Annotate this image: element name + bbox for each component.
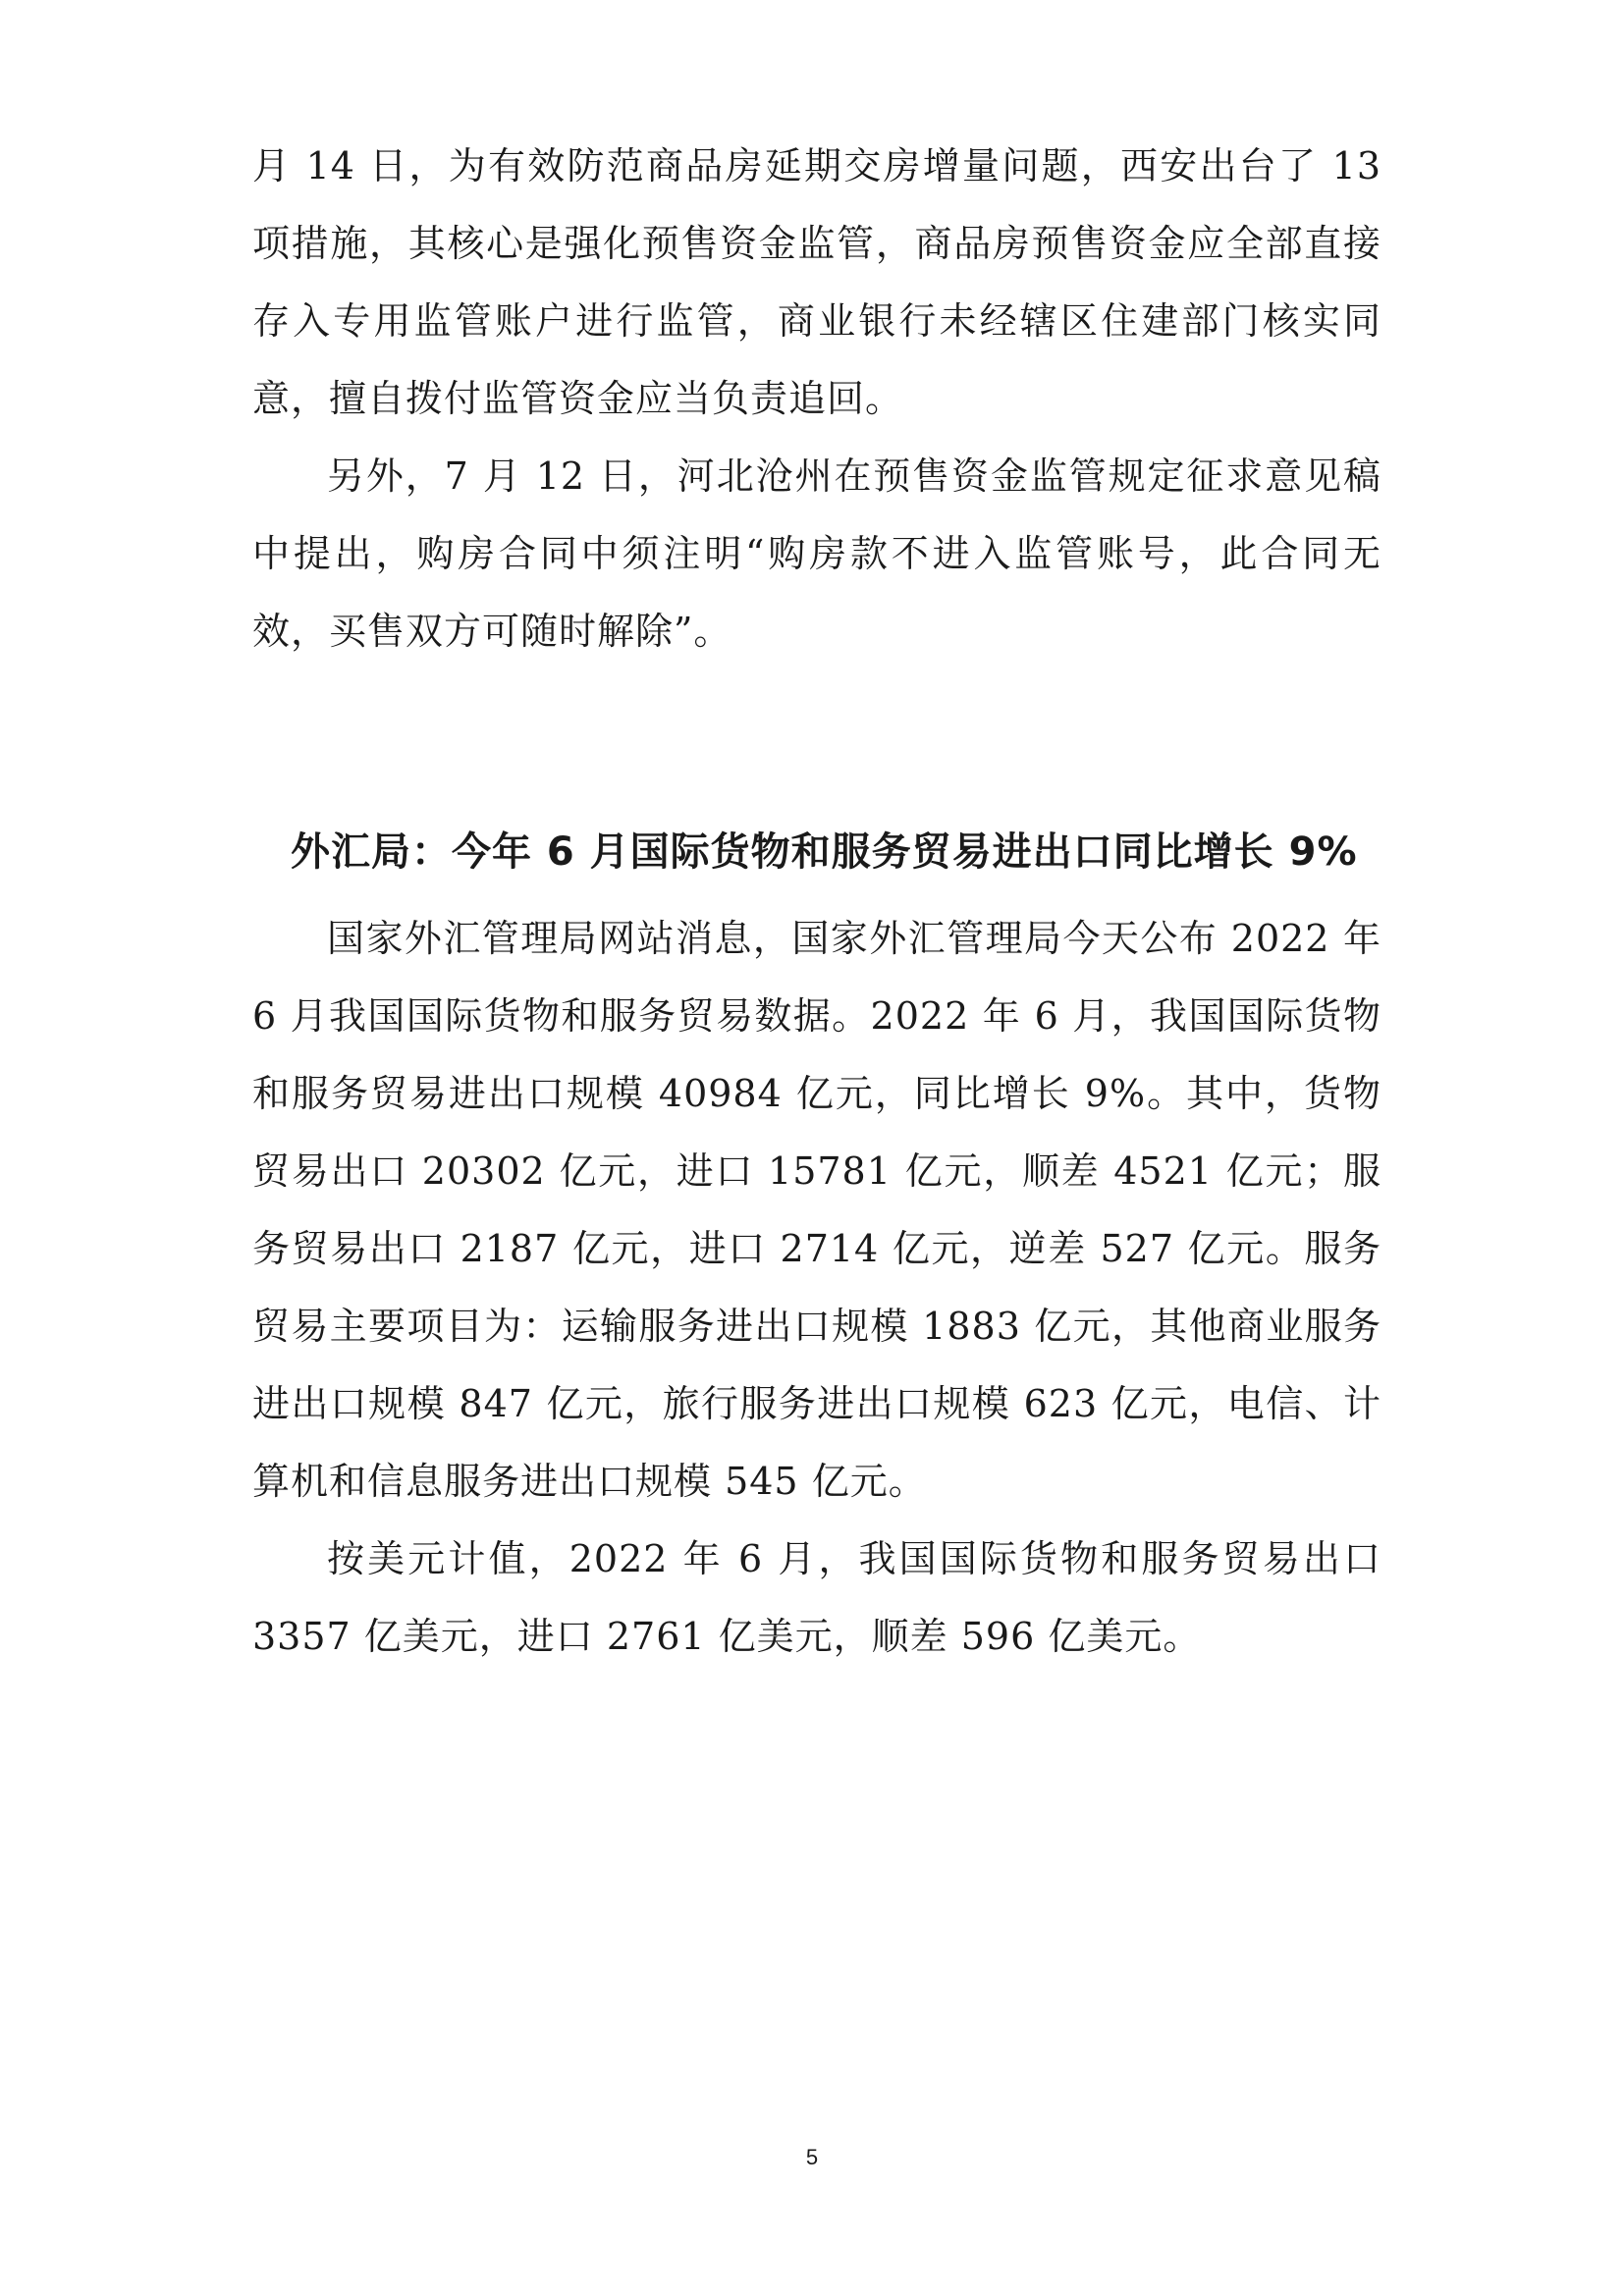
paragraph-cangzhou-rules: 另外，7 月 12 日，河北沧州在预售资金监管规定征求意见稿中提出，购房合同中须注明“购房款不进入监管账号，此合同无效，买售双方可随时解除”。 xyxy=(252,454,1381,653)
paragraph-usd-values: 按美元计值，2022 年 6 月，我国国际货物和服务贸易出口 3357 亿美元，进口 2761 亿美元，顺差 596 亿美元。 xyxy=(252,1537,1381,1658)
paragraph-xian-measures: 月 14 日，为有效防范商品房延期交房增量问题，西安出台了 13 项措施，其核心是强化预售资金监管，商品房预售资金应全部直接存入专用监管账户进行监管，商业银行未经辖区住建部门核实同意，擅自拨付监管资金应当负责追回。 xyxy=(252,144,1381,420)
section-heading: 外汇局：今年 6 月国际货物和服务贸易进出口同比增长 9% xyxy=(291,829,1358,875)
page-number: 5 xyxy=(805,2145,819,2169)
section-2-text xyxy=(252,900,1381,1676)
section-1-text xyxy=(252,128,1381,670)
paragraph-trade-data: 国家外汇管理局网站消息，国家外汇管理局今天公布 2022 年 6 月我国国际货物和服务贸易数据。2022 年 6 月，我国国际货物和服务贸易进出口规模 40984 亿元，同比增长 9%。其中，货物贸易出口 20302 亿元，进口 15781 亿元，顺差 4521 亿元；服务贸易出口 2187 亿元，进口 2714 亿元，逆差 527 亿元。服务贸易主要项目为：运输服务进出口规模 1883 亿元，其他商业服务进出口规模 847 亿元，旅行服务进出口规模 623 亿元，电信、计算机和信息服务进出口规模 545 亿元。 xyxy=(252,917,1381,1503)
